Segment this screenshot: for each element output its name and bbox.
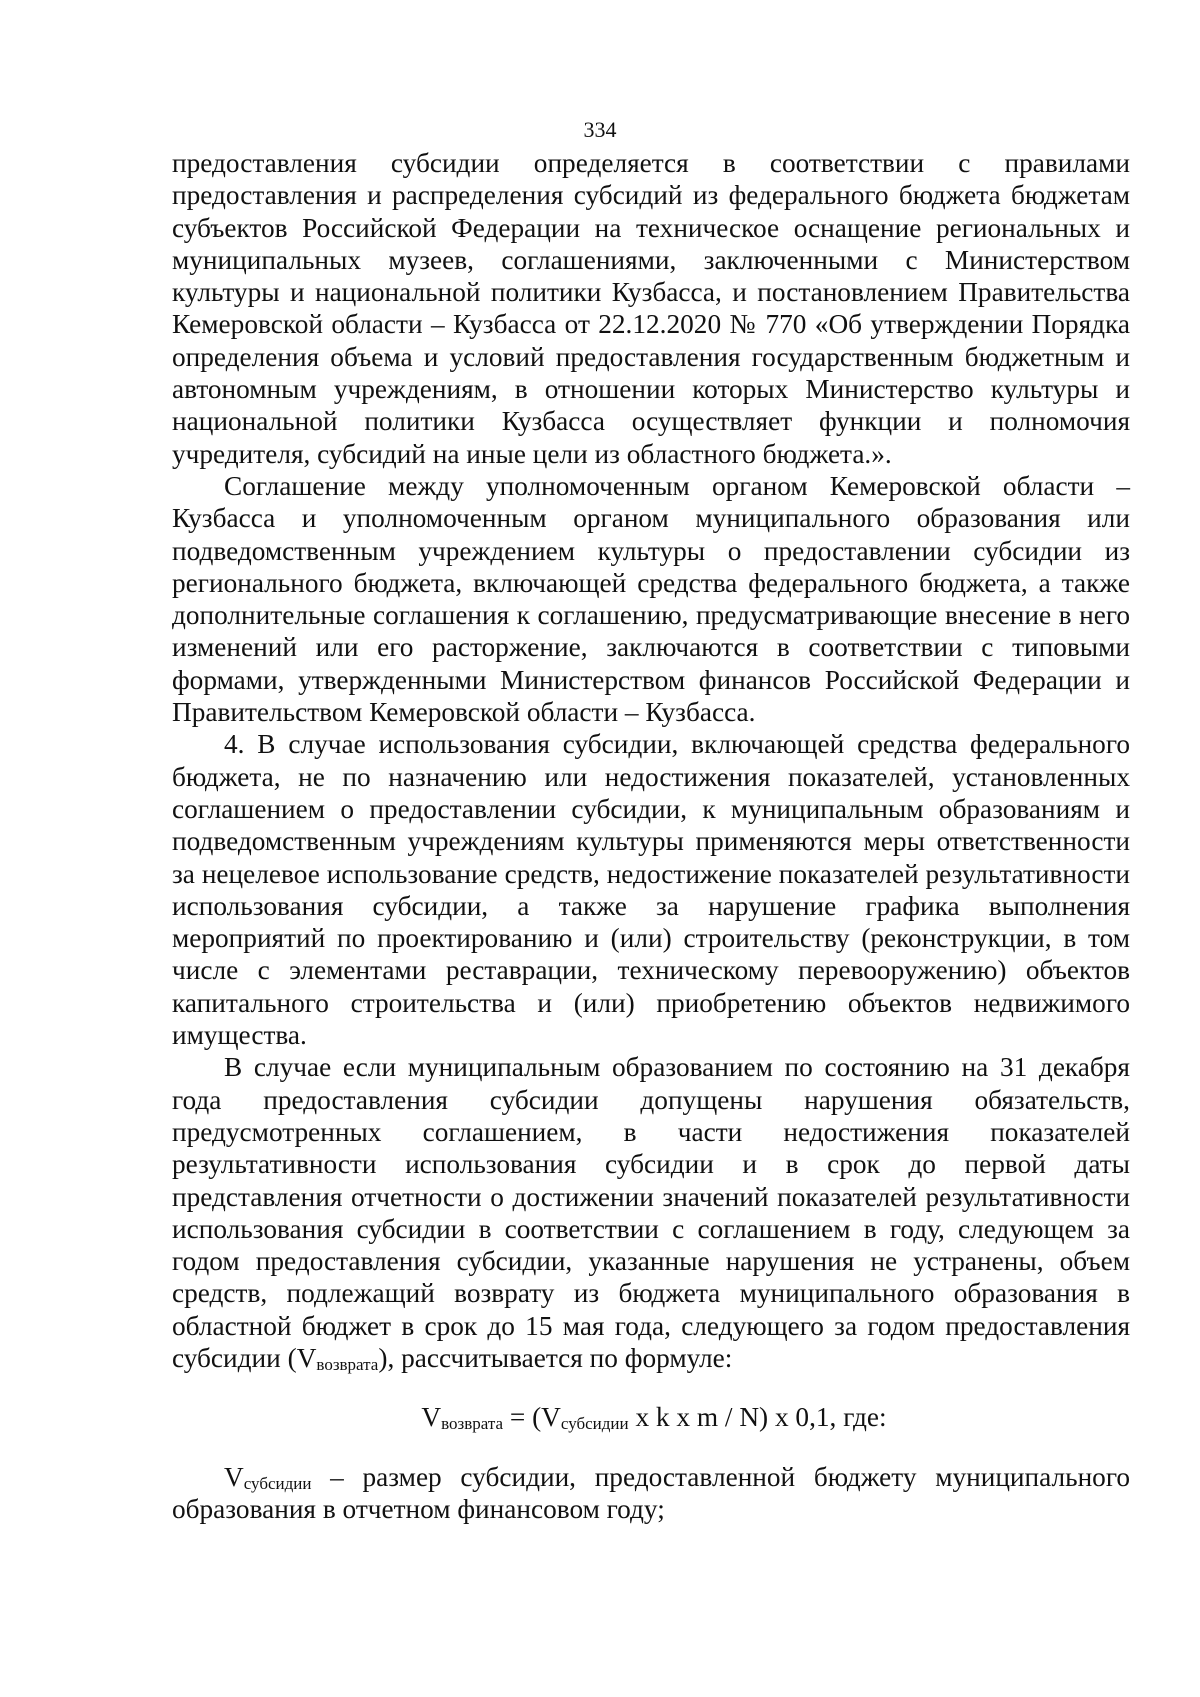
paragraph-4-main: В случае если муниципальным образованием по состоянию на 31 декабря года предоставления субсидии допущены нарушения обязательств, предусмотренных соглашением, в части недостижения показателей результативности использования субсидии и в срок до первой даты представления отчетности о достижении значений показателей результативности использования субсидии в соответствии с соглашением в году, следующем за годом предоставления субсидии, указанные нарушения не устранены, объем средств, подлежащий возврату из бюджета муниципального образования в областной бюджет в срок до 15 мая года, следующего за годом предоставления субсидии ( <box>172 1052 1130 1373</box>
formula-rest: x k x m / N) x 0,1, где: <box>628 1402 887 1433</box>
definition-var: V <box>224 1461 244 1492</box>
page-number: 334 <box>583 117 617 142</box>
paragraph-1: предоставления субсидии определяется в соответствии с правилами предоставления и распределения субсидий из федерального бюджета бюджетам субъектов Российской Федерации на техническое оснащение региональных и муниципальных музеев, соглашениями, заключенными с Министерством культуры и национальной политики Кузбасса, и постановлением Правительства Кемеровской области – Кузбасса от 22.12.2020 № 770 «Об утверждении Порядка определения объема и условий предоставления государственным бюджетным и автономным учреждениям, в отношении которых Министерство культуры и национальной политики Кузбасса осуществляет функции и полномочия учредителя, субсидий на иные цели из областного бюджета.». <box>172 148 1130 469</box>
formula-v-subsidy: V <box>541 1402 561 1433</box>
formula-v-return: V <box>421 1402 442 1433</box>
definition-v-subsidy <box>172 1461 1130 1526</box>
formula-v-return-subscript: возврата <box>441 1414 504 1434</box>
paragraph-3: 4. В случае использования субсидии, включающей средства федерального бюджета, не по назначению или недостижения показателей, установленных соглашением о предоставлении субсидии, к муниципальным образованиям и подведомственным учреждениям культуры применяются меры ответственности за нецелевое использование средств, недостижение показателей результативности использования субсидии, а также за нарушение графика выполнения мероприятий по проектированию и (или) строительству (реконструкции, в том числе с элементами реставрации, техническому перевооружению) объектов капитального строительства и (или) приобретению объектов недвижимого имущества. <box>172 729 1130 1051</box>
return-volume-subscript: возврата <box>316 1354 379 1374</box>
formula-eq-open: = ( <box>503 1402 542 1433</box>
formula <box>172 1401 1130 1433</box>
definition-text: – размер субсидии, предоставленной бюджету муниципального образования в отчетном финансовом году; <box>172 1461 1130 1524</box>
paragraph-4 <box>172 1051 1130 1374</box>
return-volume-var: V <box>296 1342 317 1373</box>
definition-subscript: субсидии <box>243 1473 312 1493</box>
document-body <box>172 147 1130 1525</box>
paragraph-4-end: ), рассчитывается по формуле: <box>378 1342 733 1373</box>
paragraph-2: Соглашение между уполномоченным органом Кемеровской области – Кузбасса и уполномоченным органом муниципального образования или подведомственным учреждением культуры о предоставлении субсидии из регионального бюджета, включающей средства федерального бюджета, а также дополнительные соглашения к соглашению, предусматривающие внесение в него изменений или его расторжение, заключаются в соответствии с типовыми формами, утвержденными Министерством финансов Российской Федерации и Правительством Кемеровской области – Кузбасса. <box>172 470 1130 728</box>
formula-v-subsidy-subscript: субсидии <box>560 1414 629 1434</box>
